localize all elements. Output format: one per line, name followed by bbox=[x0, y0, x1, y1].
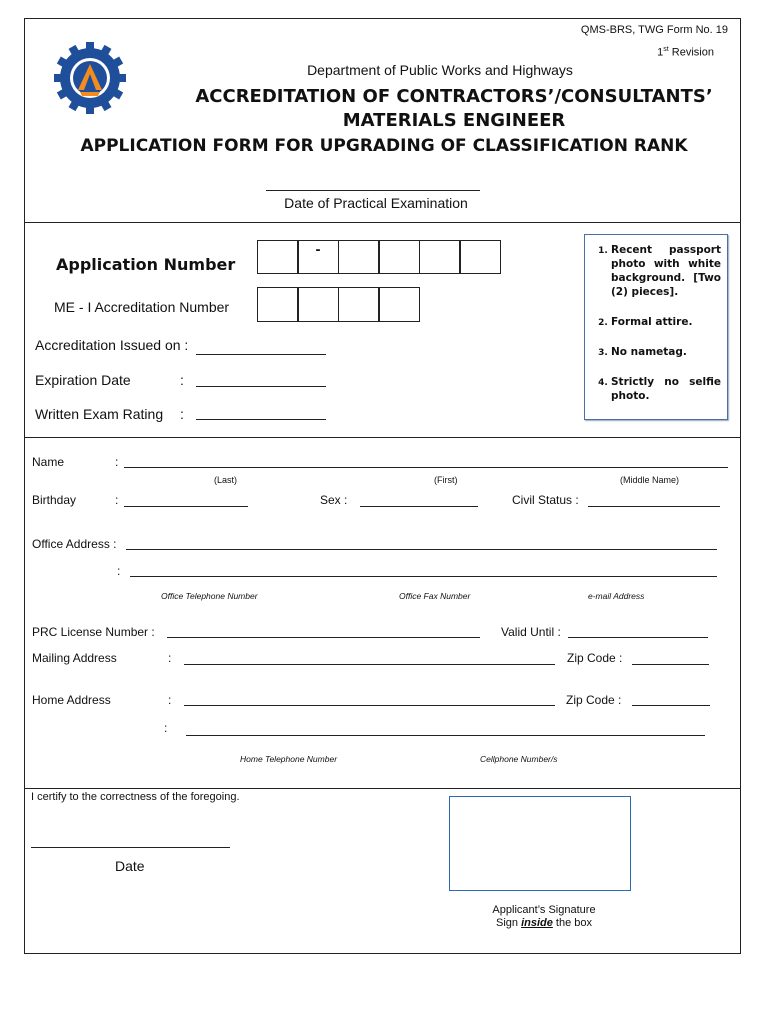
issued-on-label: Accreditation Issued on : bbox=[35, 337, 189, 353]
colon: : bbox=[168, 693, 172, 707]
colon: : bbox=[115, 493, 119, 507]
digit-box[interactable] bbox=[338, 287, 380, 322]
application-number-boxes[interactable] bbox=[258, 240, 501, 274]
requirement-item: 4. Strictly no selfie photo. bbox=[611, 375, 721, 403]
office-address-field[interactable] bbox=[126, 549, 717, 550]
requirement-item: 3. No nametag. bbox=[611, 345, 721, 359]
expiration-date-field[interactable] bbox=[196, 386, 326, 387]
colon: : bbox=[180, 372, 184, 388]
date-signed-field[interactable] bbox=[31, 847, 230, 848]
signature-label: Applicant’s Signature bbox=[492, 904, 596, 916]
date-label: Date bbox=[115, 858, 145, 874]
expiration-date-label: Expiration Date bbox=[35, 372, 131, 388]
digit-box[interactable] bbox=[257, 240, 299, 274]
colon: : bbox=[180, 406, 184, 422]
office-contact-field[interactable] bbox=[130, 576, 717, 577]
birthday-label: Birthday bbox=[32, 493, 77, 507]
issued-on-field[interactable] bbox=[196, 354, 326, 355]
form-title-line1: ACCREDITATION OF CONTRACTORS’/CONSULTANTS’ bbox=[195, 86, 713, 107]
section-divider bbox=[24, 788, 741, 789]
civil-status-field[interactable] bbox=[588, 506, 720, 507]
colon: : bbox=[164, 721, 168, 735]
requirement-item: 1. Recent passport photo with white background. [Two (2) pieces]. bbox=[611, 243, 721, 299]
prc-license-field[interactable] bbox=[167, 637, 480, 638]
dash-box: - bbox=[297, 240, 339, 274]
sign-inside-note: Sign inside the box bbox=[495, 917, 592, 929]
signature-caption bbox=[449, 904, 639, 930]
digit-box[interactable] bbox=[297, 287, 339, 322]
section-divider bbox=[24, 222, 741, 223]
written-exam-rating-label: Written Exam Rating bbox=[35, 406, 164, 422]
colon: : bbox=[168, 651, 172, 665]
name-field[interactable] bbox=[124, 467, 728, 468]
cellphone-caption: Cellphone Number/s bbox=[480, 754, 558, 764]
mailing-address-field[interactable] bbox=[184, 664, 555, 665]
birthday-field[interactable] bbox=[124, 506, 248, 507]
home-contact-field[interactable] bbox=[186, 735, 705, 736]
home-address-label: Home Address bbox=[32, 693, 111, 707]
mailing-address-label: Mailing Address bbox=[32, 651, 117, 665]
department-name: Department of Public Works and Highways bbox=[307, 62, 573, 78]
office-telephone-caption: Office Telephone Number bbox=[161, 591, 258, 601]
sex-label: Sex : bbox=[320, 493, 348, 507]
first-name-caption: (First) bbox=[434, 475, 458, 485]
colon: : bbox=[115, 455, 119, 469]
form-number: QMS-BRS, TWG Form No. 19 1st Revision bbox=[580, 24, 728, 59]
form-frame bbox=[24, 18, 741, 954]
me-accreditation-boxes[interactable] bbox=[258, 287, 420, 322]
digit-box[interactable] bbox=[257, 287, 299, 322]
certification-statement: I certify to the correctness of the foregoing. bbox=[31, 791, 240, 803]
home-telephone-caption: Home Telephone Number bbox=[240, 754, 338, 764]
home-zip-field[interactable] bbox=[632, 705, 710, 706]
digit-box[interactable] bbox=[419, 240, 461, 274]
middle-name-caption: (Middle Name) bbox=[620, 475, 680, 485]
me-accreditation-label: ME - I Accreditation Number bbox=[54, 299, 230, 315]
last-name-caption: (Last) bbox=[214, 475, 238, 485]
zip-code-label: Zip Code : bbox=[567, 651, 623, 665]
civil-status-label: Civil Status : bbox=[512, 493, 579, 507]
exam-date-line[interactable] bbox=[266, 190, 480, 191]
application-number-label: Application Number bbox=[56, 255, 236, 274]
email-caption: e-mail Address bbox=[588, 591, 645, 601]
colon: : bbox=[117, 564, 121, 578]
prc-license-label: PRC License Number : bbox=[32, 625, 155, 639]
requirements-box bbox=[584, 234, 728, 420]
section-divider bbox=[24, 437, 741, 438]
form-title-line3: APPLICATION FORM FOR UPGRADING OF CLASSIFICATION RANK bbox=[80, 136, 688, 156]
valid-until-field[interactable] bbox=[568, 637, 708, 638]
written-exam-rating-field[interactable] bbox=[196, 419, 326, 420]
digit-box[interactable] bbox=[338, 240, 380, 274]
zip-code-label: Zip Code : bbox=[566, 693, 622, 707]
home-address-field[interactable] bbox=[184, 705, 555, 706]
form-title-line2: MATERIALS ENGINEER bbox=[342, 110, 566, 131]
office-address-label: Office Address : bbox=[32, 537, 117, 551]
name-label: Name bbox=[32, 455, 65, 469]
requirement-item: 2. Formal attire. bbox=[611, 315, 721, 329]
signature-box[interactable] bbox=[449, 796, 631, 891]
digit-box[interactable] bbox=[378, 287, 420, 322]
valid-until-label: Valid Until : bbox=[501, 625, 561, 639]
office-fax-caption: Office Fax Number bbox=[399, 591, 471, 601]
digit-box[interactable] bbox=[459, 240, 501, 274]
sex-field[interactable] bbox=[360, 506, 478, 507]
exam-date-label: Date of Practical Examination bbox=[284, 195, 468, 211]
digit-box[interactable] bbox=[378, 240, 420, 274]
mailing-zip-field[interactable] bbox=[632, 664, 709, 665]
